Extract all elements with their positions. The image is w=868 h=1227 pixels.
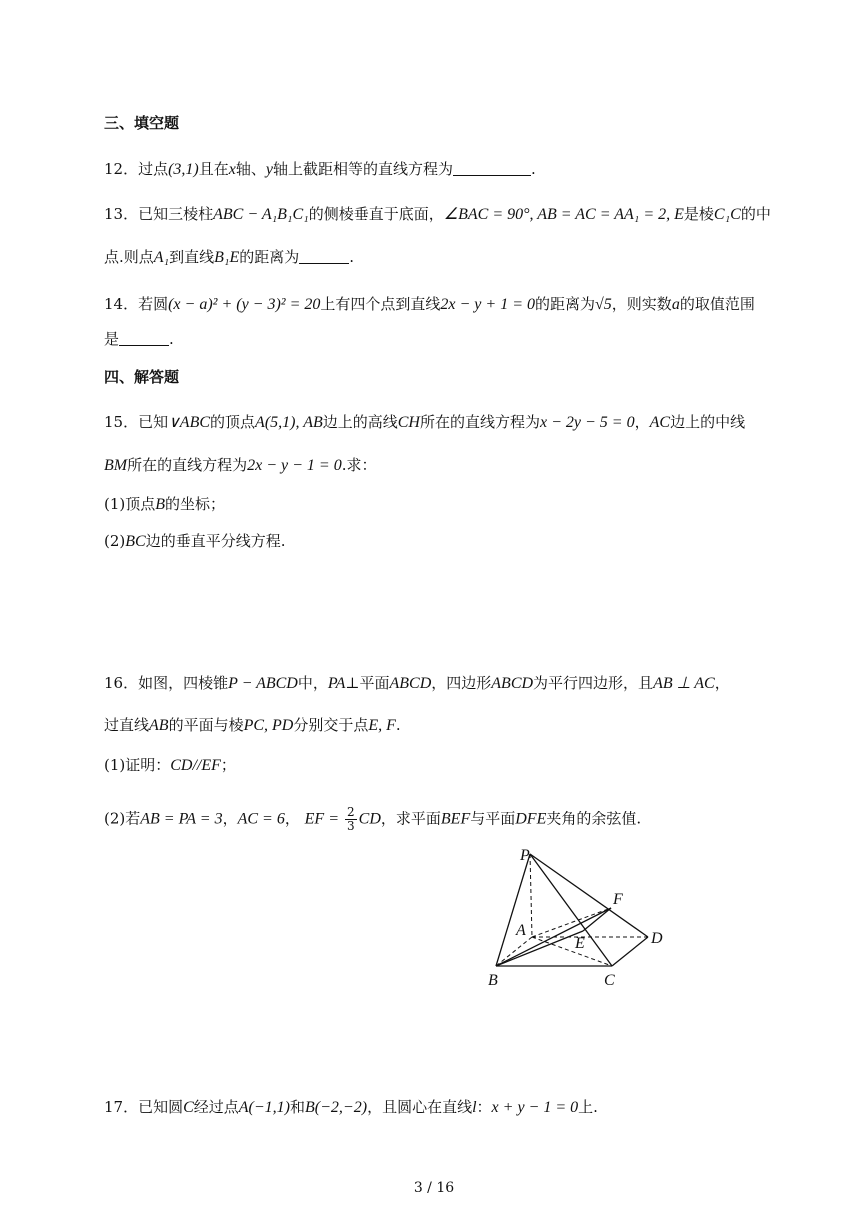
q15-text6: 边上的中线 [670, 413, 746, 431]
label-p: P [520, 847, 530, 864]
q16-abcd2: ABCD [491, 675, 534, 692]
q12-point: (3,1) [168, 161, 199, 178]
q16-p1-text: (1)证明： [104, 756, 171, 774]
q15-p1-text: (1)顶点 [104, 495, 156, 513]
q15-p2-bc: BC [125, 533, 146, 550]
edge-cd [612, 937, 648, 966]
q13-text4: 的中 [740, 205, 771, 223]
q16-text6: ， [714, 674, 730, 692]
q16-pa: PA [327, 675, 346, 692]
question-14-line2 [104, 328, 174, 350]
q14-text2: 上有四个点到直线 [320, 295, 441, 313]
q15-p1-text2: 的坐标； [165, 495, 226, 513]
question-13-line1 [104, 203, 771, 226]
label-e: E [575, 935, 585, 952]
q13-text: 13．已知三棱柱 [104, 205, 214, 223]
q15-p1-b: B [155, 496, 166, 513]
q15-ch: CH [397, 414, 420, 431]
question-12 [104, 158, 536, 181]
q15-text5: ， [634, 413, 650, 431]
q14-text: 14．若圆 [104, 295, 169, 313]
q16-text3: ⊥平面 [345, 674, 390, 692]
q16-p2-text5: 与平面 [470, 809, 516, 828]
q16-text7: 过直线 [104, 716, 150, 734]
q17-text4: ，且圆心在直线 [367, 1098, 473, 1116]
q15-text7: 所在的直线方程为 [127, 456, 248, 474]
q13-prism: ABC − A₁B₁C₁ [213, 206, 309, 223]
q13-end: . [349, 248, 355, 266]
question-16-part2 [104, 806, 641, 833]
edge-af-hidden [532, 908, 611, 937]
q17-eq: x + y − 1 = 0 [491, 1099, 579, 1116]
q14-text6: 是 [104, 330, 120, 348]
q13-edge: C₁C [713, 206, 741, 223]
fraction [345, 806, 357, 833]
q12-text3: 轴、 [235, 160, 266, 178]
q16-text10: . [395, 716, 401, 734]
q16-p2-cond1: AB = PA = 3 [140, 810, 223, 828]
q14-a: a [671, 296, 680, 313]
q17-text3: 和 [290, 1098, 306, 1116]
section-heading-solutions: 四、解答题 [104, 368, 180, 386]
q15-vertex-a: A(5,1), AB [255, 414, 323, 431]
q16-p2-text4: ，求平面 [380, 809, 441, 828]
q15-text3: 边上的高线 [322, 413, 398, 431]
q16-text8: 的平面与棱 [168, 716, 244, 734]
q16-p2-text6: 夹角的余弦值. [546, 809, 642, 828]
q16-ef: E, F [368, 717, 396, 734]
q15-text: 15．已知 [104, 413, 169, 431]
q15-text4: 所在的直线方程为 [419, 413, 540, 431]
q16-p2-ef: EF = [304, 810, 343, 828]
q16-p2-text3: ， [284, 809, 300, 828]
question-13-line2 [104, 246, 354, 269]
edge-pa-hidden [530, 854, 532, 937]
q17-l: l [472, 1099, 477, 1116]
q17-point-a: A(−1,1) [238, 1099, 291, 1116]
q14-circle-eq: (x − a)² + (y − 3)² = 20 [168, 296, 321, 313]
q16-p1-parallel: CD//EF [170, 757, 221, 774]
q16-p2-cond2: AC = 6 [237, 810, 285, 828]
label-b: B [488, 972, 498, 989]
section-heading-fill-in: 三、填空题 [104, 114, 180, 132]
q15-p2-text: (2) [104, 532, 126, 550]
question-14-line1 [104, 293, 755, 316]
q16-abcd: ABCD [389, 675, 432, 692]
q17-text6: 上. [578, 1098, 598, 1116]
page-number: 3 / 16 [413, 1180, 455, 1196]
q16-p2-text2: ， [222, 809, 238, 828]
q12-text: 12．过点 [104, 160, 169, 178]
q16-text9: 分别交于点 [293, 716, 369, 734]
edge-ab-hidden [496, 937, 532, 966]
q14-text5: 的取值范围 [679, 295, 755, 313]
q16-pyramid: P − ABCD [228, 675, 298, 692]
q15-bm: BM [104, 457, 128, 474]
q17-point-b: B(−2,−2) [305, 1099, 368, 1116]
q17-text2: 经过点 [193, 1098, 239, 1116]
q16-text5: 为平行四边形，且 [533, 674, 654, 692]
q14-end: . [169, 330, 174, 348]
edge-be [496, 931, 583, 966]
q17-text5: ： [476, 1098, 492, 1116]
q13-text5: 点.则点 [104, 248, 154, 266]
q13-text6: 到直线 [169, 248, 215, 266]
answer-blank[interactable] [119, 329, 169, 346]
question-16-line2 [104, 714, 401, 737]
q17-text: 17．已知圆 [104, 1098, 184, 1116]
q16-p2-text: (2)若 [104, 809, 141, 828]
label-c: C [604, 972, 615, 989]
q15-p2-text2: 边的垂直平分线方程. [145, 532, 286, 550]
question-16-part1 [104, 754, 236, 777]
q16-p2-cd: CD [358, 810, 381, 828]
question-15-line1 [104, 411, 745, 434]
q14-text4: ，则实数 [611, 295, 672, 313]
q13-line-b1e: B₁E [214, 249, 240, 266]
fraction-denominator: 3 [347, 819, 355, 833]
q15-text2: 的顶点 [210, 413, 256, 431]
edge-pd [530, 854, 648, 937]
q16-pcpd: PC, PD [243, 717, 294, 734]
q16-ab: AB [149, 717, 169, 734]
pyramid-figure [480, 842, 680, 992]
edge-pc [530, 854, 612, 966]
q13-text2: 的侧棱垂直于底面， [308, 205, 444, 223]
q16-p1-text2: ； [220, 756, 236, 774]
q16-plane-dfe: DFE [515, 810, 547, 828]
question-17 [104, 1096, 598, 1119]
q12-y: y [265, 161, 273, 178]
question-15-part2 [104, 530, 285, 553]
q12-text2: 且在 [198, 160, 229, 178]
q15-triangle: ∨ABC [168, 414, 211, 431]
q13-point-a1: A₁ [153, 249, 170, 266]
q12-x: x [228, 161, 236, 178]
q13-text3: 是棱 [683, 205, 714, 223]
question-15-line2 [104, 454, 377, 477]
answer-blank[interactable] [453, 159, 531, 176]
question-15-part1 [104, 493, 225, 516]
q14-text3: 的距离为 [535, 295, 596, 313]
fraction-numerator: 2 [347, 805, 355, 819]
q14-distance: √5 [595, 296, 612, 313]
q15-text8: .求： [341, 456, 377, 474]
q16-perp: AB ⊥ AC [653, 675, 715, 692]
q13-condition: ∠BAC = 90°, AB = AC = AA₁ = 2, E [443, 206, 684, 223]
q16-text: 16．如图，四棱锥 [104, 674, 229, 692]
q14-line-eq: 2x − y + 1 = 0 [440, 296, 535, 313]
q16-text2: 中， [297, 674, 328, 692]
label-d: D [651, 930, 663, 947]
q16-plane-bef: BEF [440, 810, 471, 828]
q16-text4: ，四边形 [431, 674, 492, 692]
label-f: F [613, 891, 623, 908]
q12-end: . [531, 160, 536, 178]
edge-pb [496, 854, 530, 966]
answer-blank[interactable] [299, 247, 349, 264]
q13-text7: 的距离为 [239, 248, 300, 266]
label-a: A [516, 922, 526, 939]
q15-ac: AC [649, 414, 671, 431]
q15-eq1: x − 2y − 5 = 0 [540, 414, 635, 431]
q17-c: C [183, 1099, 194, 1116]
q12-text4: 轴上截距相等的直线方程为 [273, 160, 454, 178]
q15-eq2: 2x − y − 1 = 0 [247, 457, 342, 474]
question-16-line1 [104, 672, 730, 695]
